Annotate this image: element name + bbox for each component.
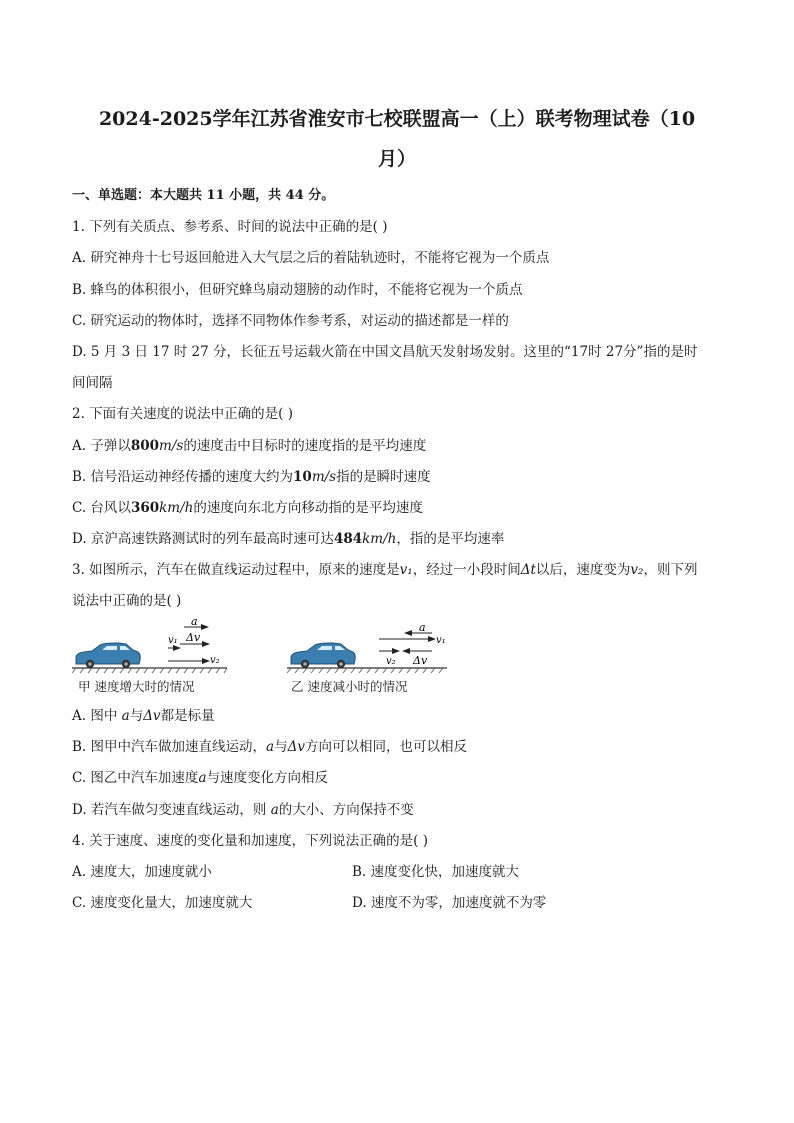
q4-option-b: B. 速度变化快，加速度就大 [352, 864, 520, 880]
label-a: a [419, 621, 426, 634]
text: 与速度变化方向相反 [206, 770, 328, 786]
text: A. 图中 [72, 708, 122, 724]
q3-option-d [72, 801, 414, 819]
value: 360 [130, 500, 160, 516]
text: 的大小、方向保持不变 [278, 802, 414, 818]
text: C. 图乙中汽车加速度 [72, 770, 199, 786]
exam-title-line1: 2024-2025学年江苏省淮安市七校联盟高一（上）联考物理试卷（10 [98, 108, 696, 130]
q3-stem-line1 [72, 561, 697, 579]
figure-caption-left: 甲 速度增大时的情况 [78, 679, 195, 694]
text: 3. 如图所示，汽车在做直线运动过程中，原来的速度是 [72, 562, 400, 578]
q3-option-a [72, 707, 215, 725]
dt-symbol: Δt [520, 562, 536, 578]
text: B. 信号沿运动神经传播的速度大约为 [72, 469, 294, 485]
text: 的速度向东北方向移动指的是平均速度 [193, 500, 423, 516]
label-dv: Δv [413, 654, 428, 667]
label-v2: v₂ [210, 655, 220, 666]
symbol-a: a [121, 708, 130, 724]
q3-option-c [72, 769, 328, 787]
label-v2: v₂ [386, 656, 396, 667]
q2-option-b [72, 468, 431, 486]
q2-stem: 2. 下面有关速度的说法中正确的是( ) [72, 406, 293, 422]
text: ，则下列 [643, 562, 698, 578]
text: C. 台风以 [72, 500, 131, 516]
q2-option-c [72, 499, 423, 517]
section-heading: 一、单选题：本大题共 11 小题，共 44 分。 [72, 188, 335, 203]
text: D. 京沪高速铁路测试时的列车最高时速可达 [72, 531, 334, 547]
q1-option-b: B. 蜂鸟的体积很小，但研究蜂鸟扇动翅膀的动作时，不能将它视为一个质点 [72, 282, 523, 298]
car-icon [291, 643, 355, 668]
value: 484 [333, 531, 363, 547]
value: 800 [130, 438, 160, 454]
label-a: a [191, 618, 198, 628]
text: ，指的是平均速率 [396, 531, 505, 547]
text: B. 图甲中汽车做加速直线运动， [72, 739, 267, 755]
q3-option-b [72, 738, 467, 756]
q4-option-c: C. 速度变化量大，加速度就大 [72, 895, 253, 911]
text: 方向可以相同，也可以相反 [304, 739, 467, 755]
text: 以后，速度变为 [535, 562, 631, 578]
v2-symbol: v₂ [630, 562, 644, 578]
car-icon [76, 643, 140, 668]
symbol-a: a [198, 770, 207, 786]
q4-option-d: D. 速度不为零，加速度就不为零 [352, 895, 547, 911]
q1-option-d-line1: D. 5 月 3 日 17 时 27 分，长征五号运载火箭在中国文昌航天发射场发射。这里的“17时 27分”指的是时 [72, 344, 698, 360]
q4-stem: 4. 关于速度、速度的变化量和加速度，下列说法正确的是( ) [72, 833, 428, 849]
unit: km/h [159, 500, 194, 516]
q1-option-c: C. 研究运动的物体时，选择不同物体作参考系，对运动的描述都是一样的 [72, 313, 509, 329]
text: 指的是瞬时速度 [336, 469, 431, 485]
text: 与 [274, 739, 288, 755]
figure-right-panel [287, 621, 447, 673]
label-v1: v₁ [168, 635, 178, 646]
figure-left-panel [72, 618, 227, 673]
v1-symbol: v₁ [399, 562, 413, 578]
figure-caption-right: 乙 速度减小时的情况 [291, 679, 408, 694]
q2-option-a [72, 437, 426, 455]
q4-option-a: A. 速度大，加速度就小 [72, 864, 212, 880]
label-dv: Δv [186, 631, 201, 644]
label-v1: v₁ [436, 635, 446, 646]
q3-stem-line2: 说法中正确的是( ) [72, 593, 182, 609]
unit: km/h [362, 531, 397, 547]
text: 都是标量 [160, 708, 215, 724]
unit: m/s [159, 438, 184, 454]
symbol-dv: Δv [287, 739, 305, 755]
symbol-dv: Δv [143, 708, 161, 724]
q1-stem: 1. 下列有关质点、参考系、时间的说法中正确的是( ) [72, 219, 388, 235]
unit: m/s [311, 469, 337, 485]
q1-option-a: A. 研究神舟十七号返回舱进入大气层之后的着陆轨迹时，不能将它视为一个质点 [72, 250, 550, 266]
exam-title-line2: 月） [377, 148, 416, 170]
text: 的速度击中目标时的速度指的是平均速度 [183, 438, 427, 454]
q1-option-d-line2: 间间隔 [72, 375, 113, 391]
value: 10 [293, 469, 312, 485]
text: A. 子弹以 [72, 438, 131, 454]
text: 与 [129, 708, 144, 724]
text: ，经过一小段时间 [412, 562, 521, 578]
q2-option-d [72, 530, 504, 548]
text: D. 若汽车做匀变速直线运动，则 [72, 802, 271, 818]
symbol-a: a [266, 739, 275, 755]
symbol-a: a [270, 802, 279, 818]
